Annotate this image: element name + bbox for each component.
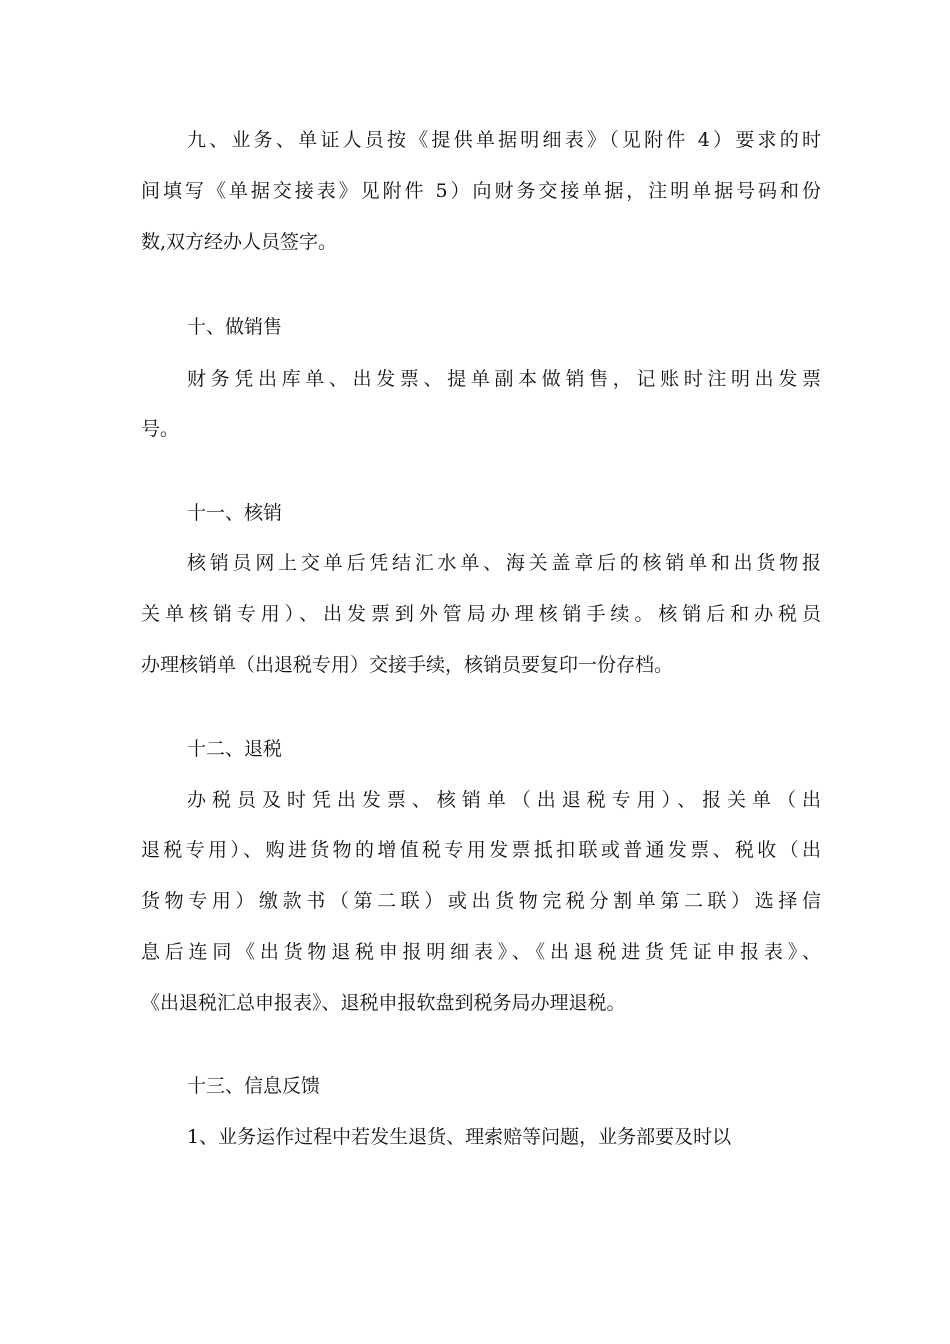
paragraph-line: 号。 (141, 418, 180, 440)
paragraph-line: 核销员网上交单后凭结汇水单、海关盖章后的核销单和出货物报 (187, 552, 821, 574)
paragraph-line: 关单核销专用）、出发票到外管局办理核销手续。核销后和办税员 (141, 603, 821, 625)
paragraph-line: 财务凭出库单、出发票、提单副本做销售，记账时注明出发票 (187, 368, 821, 390)
paragraph-line: 货物专用）缴款书（第二联）或出货物完税分割单第二联）选择信 (141, 890, 821, 912)
section-heading: 十二、退税 (187, 738, 283, 760)
paragraph-line: 1、业务运作过程中若发生退货、理索赔等问题，业务部要及时以 (187, 1126, 732, 1148)
paragraph-line: 办理核销单（出退税专用）交接手续，核销员要复印一份存档。 (141, 654, 674, 676)
section-heading: 十三、信息反馈 (187, 1075, 321, 1097)
paragraph-line: 办税员及时凭出发票、核销单（出退税专用）、报关单（出 (187, 789, 821, 811)
section-heading: 十、做销售 (187, 316, 283, 338)
paragraph-line: 数,双方经办人员签字。 (141, 231, 338, 253)
paragraph-line: 间填写《单据交接表》见附件 5）向财务交接单据，注明单据号码和份 (141, 180, 821, 202)
paragraph-line: 《出退税汇总申报表》、退税申报软盘到税务局办理退税。 (141, 992, 626, 1014)
paragraph-line: 退税专用）、购进货物的增值税专用发票抵扣联或普通发票、税收（出 (141, 839, 821, 861)
paragraph-line: 九、业务、单证人员按《提供单据明细表》（见附件 4）要求的时 (187, 129, 821, 151)
paragraph-line: 息后连同《出货物退税申报明细表》、《出退税进货凭证申报表》、 (141, 941, 821, 963)
section-heading: 十一、核销 (187, 502, 283, 524)
